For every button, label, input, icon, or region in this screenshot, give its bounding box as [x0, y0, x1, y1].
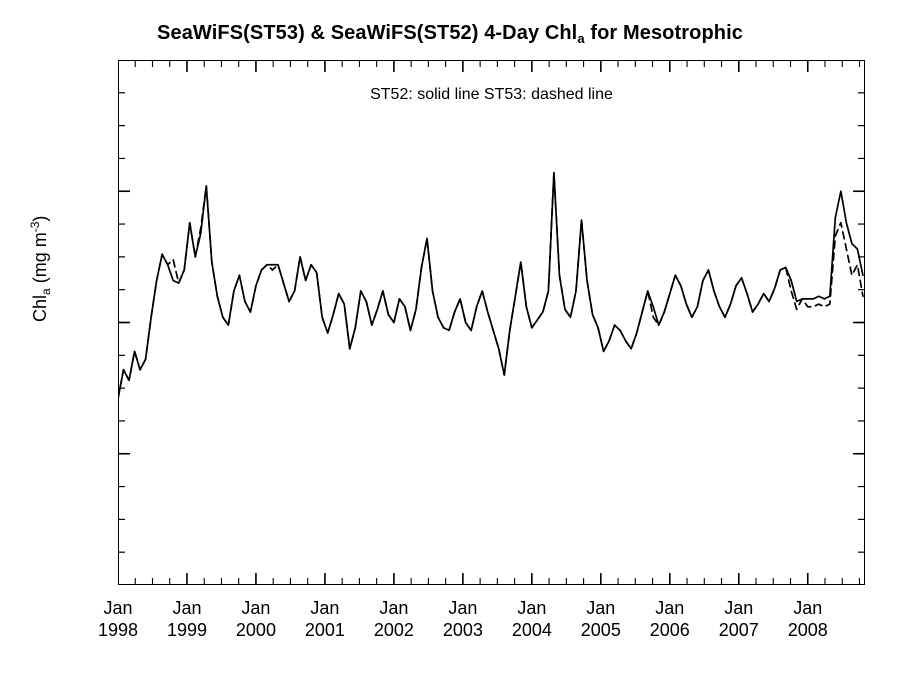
x-tick-label-month: Jan	[172, 598, 202, 618]
legend-annotation: ST52: solid line ST53: dashed line	[370, 86, 613, 103]
x-tick-label	[581, 597, 621, 641]
x-tick-label-year: 2005	[580, 620, 621, 640]
x-tick-label-year: 2008	[787, 620, 828, 640]
chart-title-tail: for Mesotrophic	[584, 22, 743, 44]
y-tick-label	[0, 50, 106, 71]
chart-title-subscript: a	[577, 31, 585, 46]
x-tick-label	[512, 597, 552, 641]
plot-area	[118, 60, 865, 585]
x-tick-label-year: 2001	[304, 620, 345, 640]
x-tick-label	[167, 597, 207, 641]
x-tick-label	[443, 597, 483, 641]
y-tick-label	[0, 443, 106, 464]
x-tick-label-month: Jan	[448, 598, 478, 618]
x-tick-label	[374, 597, 414, 641]
x-tick-label-year: 1998	[97, 620, 139, 640]
y-axis-units-exponent: -3	[28, 221, 42, 233]
x-tick-label-month: Jan	[103, 598, 133, 618]
series-line-st53	[118, 173, 863, 399]
x-tick-label-month: Jan	[655, 598, 685, 618]
y-tick-label	[0, 181, 106, 202]
x-tick-label-year: 2000	[235, 620, 276, 640]
y-axis-units-post: )	[30, 215, 50, 222]
series-canvas	[118, 60, 865, 585]
x-tick-label	[236, 597, 276, 641]
x-tick-label-month: Jan	[517, 598, 547, 618]
x-tick-label-year: 2002	[373, 620, 414, 640]
x-tick-label-year: 1999	[166, 620, 207, 640]
y-axis-label-subscript: a	[39, 288, 53, 295]
x-tick-label	[650, 597, 690, 641]
x-tick-label-month: Jan	[586, 598, 616, 618]
y-axis-label-main: Chl	[30, 294, 50, 322]
x-tick-label-year: 2004	[511, 620, 552, 640]
x-tick-label	[98, 597, 138, 641]
x-tick-label-month: Jan	[241, 598, 271, 618]
x-tick-label	[305, 597, 345, 641]
y-axis-units-pre: (mg m	[30, 232, 50, 289]
chart-title	[0, 22, 900, 45]
y-tick-label	[0, 312, 106, 333]
x-tick-label-month: Jan	[379, 598, 409, 618]
x-tick-label-month: Jan	[310, 598, 340, 618]
x-tick-label-year: 2003	[442, 620, 483, 640]
x-tick-label-year: 2006	[649, 620, 690, 640]
x-tick-label-year: 2007	[718, 620, 759, 640]
y-axis-label	[30, 216, 51, 322]
x-tick-label	[788, 597, 828, 641]
x-tick-label-month: Jan	[724, 598, 754, 618]
series-line-st52	[118, 173, 863, 399]
x-tick-label	[719, 597, 759, 641]
x-tick-label-month: Jan	[793, 598, 823, 618]
y-tick-label	[0, 575, 106, 596]
chart-title-main: SeaWiFS(ST53) & SeaWiFS(ST52) 4-Day Chl	[157, 22, 578, 44]
